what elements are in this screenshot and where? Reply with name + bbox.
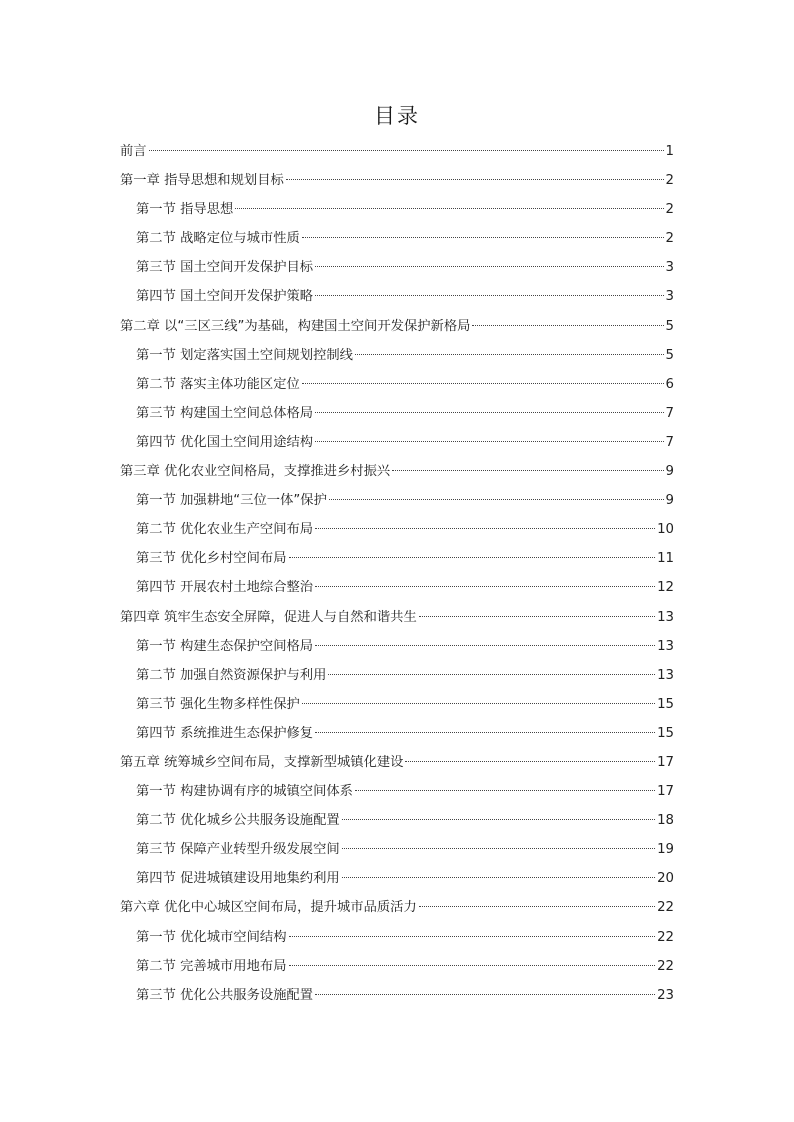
toc-dot-leader (286, 179, 664, 180)
toc-dot-leader (315, 295, 663, 296)
toc-entry-label: 第三节 保障产业转型升级发展空间 (136, 842, 340, 858)
toc-entry-label: 第三节 优化公共服务设施配置 (136, 987, 314, 1003)
toc-page-number: 6 (665, 376, 674, 392)
toc-entry-label: 第四节 国土空间开发保护策略 (136, 289, 314, 305)
toc-entry-label: 第六章 优化中心城区空间布局，提升城市品质活力 (120, 900, 417, 916)
toc-section-entry[interactable] (120, 777, 674, 806)
toc-entry-label: 第二节 完善城市用地布局 (136, 958, 287, 974)
toc-page-number: 13 (657, 609, 674, 625)
toc-section-entry[interactable] (120, 341, 674, 370)
toc-page-number: 7 (665, 405, 674, 421)
toc-page-number: 3 (665, 289, 674, 305)
toc-dot-leader (419, 906, 655, 907)
toc-entry-label: 第一节 指导思想 (136, 202, 234, 218)
toc-entry-label: 第三章 优化农业空间格局，支撑推进乡村振兴 (120, 464, 391, 480)
toc-entry-label: 前言 (120, 144, 147, 159)
toc-page-number: 22 (657, 929, 674, 945)
toc-dot-leader (329, 499, 664, 500)
toc-dot-leader (149, 150, 664, 151)
toc-page-number: 17 (657, 784, 674, 800)
toc-section-entry[interactable] (120, 632, 674, 661)
toc-dot-leader (315, 412, 663, 413)
toc-entry-label: 第一节 构建协调有序的城镇空间体系 (136, 784, 353, 800)
toc-entry-label: 第四节 系统推进生态保护修复 (136, 725, 314, 741)
toc-chapter-entry[interactable] (120, 166, 674, 195)
toc-page-number: 2 (665, 231, 674, 247)
toc-dot-leader (289, 965, 656, 966)
toc-dot-leader (315, 266, 663, 267)
toc-entry-label: 第五章 统筹城乡空间布局，支撑新型城镇化建设 (120, 754, 404, 770)
toc-section-entry[interactable] (120, 253, 674, 282)
toc-section-entry[interactable] (120, 544, 674, 573)
toc-page-number: 9 (665, 493, 674, 509)
toc-section-entry[interactable] (120, 864, 674, 893)
toc-entry-label: 第三节 强化生物多样性保护 (136, 696, 300, 712)
toc-page-number: 1 (665, 144, 674, 159)
toc-dot-leader (472, 325, 663, 326)
toc-entry-label: 第四节 优化国土空间用途结构 (136, 434, 314, 450)
toc-section-entry[interactable] (120, 224, 674, 253)
toc-chapter-entry[interactable] (120, 137, 674, 166)
toc-entry-label: 第二节 优化农业生产空间布局 (136, 522, 314, 538)
toc-page-number: 5 (665, 347, 674, 363)
toc-entry-label: 第一节 划定落实国土空间规划控制线 (136, 347, 353, 363)
toc-entry-label: 第四节 促进城镇建设用地集约利用 (136, 871, 340, 887)
toc-page-number: 22 (657, 900, 674, 916)
toc-dot-leader (302, 383, 664, 384)
toc-dot-leader (315, 732, 655, 733)
toc-section-entry[interactable] (120, 952, 674, 981)
toc-dot-leader (315, 441, 663, 442)
toc-section-entry[interactable] (120, 573, 674, 602)
toc-page-number: 23 (657, 987, 674, 1003)
toc-dot-leader (315, 586, 655, 587)
toc-section-entry[interactable] (120, 486, 674, 515)
page-title: 目录 (374, 104, 420, 128)
toc-page-number: 13 (657, 667, 674, 683)
toc-entry-label: 第四章 筑牢生态安全屏障，促进人与自然和谐共生 (120, 609, 417, 625)
toc-dot-leader (419, 616, 655, 617)
toc-section-entry[interactable] (120, 923, 674, 952)
toc-entry-label: 第三节 构建国土空间总体格局 (136, 405, 314, 421)
toc-page-number: 3 (665, 260, 674, 276)
toc-page-number: 15 (657, 725, 674, 741)
toc-section-entry[interactable] (120, 690, 674, 719)
toc-dot-leader (289, 557, 656, 558)
toc-entry-label: 第四节 开展农村土地综合整治 (136, 580, 314, 596)
toc-dot-leader (235, 208, 663, 209)
table-of-contents (120, 137, 674, 1010)
toc-dot-leader (355, 790, 655, 791)
toc-dot-leader (315, 645, 655, 646)
toc-page-number: 7 (665, 434, 674, 450)
toc-dot-leader (342, 877, 655, 878)
toc-dot-leader (355, 354, 664, 355)
toc-section-entry[interactable] (120, 981, 674, 1010)
toc-section-entry[interactable] (120, 370, 674, 399)
toc-page-number: 9 (665, 464, 674, 480)
toc-dot-leader (392, 470, 663, 471)
toc-section-entry[interactable] (120, 835, 674, 864)
toc-entry-label: 第一章 指导思想和规划目标 (120, 173, 284, 189)
toc-chapter-entry[interactable] (120, 457, 674, 486)
toc-entry-label: 第三节 优化乡村空间布局 (136, 551, 287, 567)
toc-page-number: 19 (657, 842, 674, 858)
toc-dot-leader (315, 528, 655, 529)
toc-page-number: 2 (665, 202, 674, 218)
toc-section-entry[interactable] (120, 399, 674, 428)
toc-page-number: 17 (657, 754, 674, 770)
toc-entry-label: 第二节 战略定位与城市性质 (136, 231, 300, 247)
toc-page-number: 10 (657, 522, 674, 538)
toc-entry-label: 第一节 加强耕地“三位一体”保护 (136, 493, 327, 509)
toc-dot-leader (342, 848, 655, 849)
toc-section-entry[interactable] (120, 661, 674, 690)
toc-section-entry[interactable] (120, 719, 674, 748)
toc-chapter-entry[interactable] (120, 893, 674, 922)
toc-dot-leader (342, 819, 655, 820)
toc-entry-label: 第二节 落实主体功能区定位 (136, 376, 300, 392)
toc-page-number: 20 (657, 871, 674, 887)
toc-section-entry[interactable] (120, 806, 674, 835)
toc-dot-leader (315, 994, 655, 995)
toc-entry-label: 第二节 优化城乡公共服务设施配置 (136, 813, 340, 829)
toc-section-entry[interactable] (120, 428, 674, 457)
toc-entry-label: 第二节 加强自然资源保护与利用 (136, 667, 327, 683)
toc-page-number: 12 (657, 580, 674, 596)
toc-chapter-entry[interactable] (120, 312, 674, 341)
toc-page-number: 2 (665, 173, 674, 189)
toc-page-number: 18 (657, 813, 674, 829)
toc-entry-label: 第二章 以“三区三线”为基础，构建国土空间开发保护新格局 (120, 318, 471, 334)
toc-dot-leader (302, 703, 655, 704)
toc-dot-leader (328, 674, 655, 675)
toc-dot-leader (302, 237, 664, 238)
toc-section-entry[interactable] (120, 515, 674, 544)
toc-section-entry[interactable] (120, 195, 674, 224)
toc-dot-leader (405, 761, 655, 762)
toc-chapter-entry[interactable] (120, 603, 674, 632)
toc-page-number: 22 (657, 958, 674, 974)
toc-page-number: 5 (665, 318, 674, 334)
toc-dot-leader (289, 936, 656, 937)
toc-page-number: 13 (657, 638, 674, 654)
toc-entry-label: 第一节 优化城市空间结构 (136, 929, 287, 945)
toc-section-entry[interactable] (120, 282, 674, 311)
toc-entry-label: 第一节 构建生态保护空间格局 (136, 638, 314, 654)
toc-page-number: 15 (657, 696, 674, 712)
toc-page-number: 11 (657, 551, 674, 567)
toc-entry-label: 第三节 国土空间开发保护目标 (136, 260, 314, 276)
toc-chapter-entry[interactable] (120, 748, 674, 777)
